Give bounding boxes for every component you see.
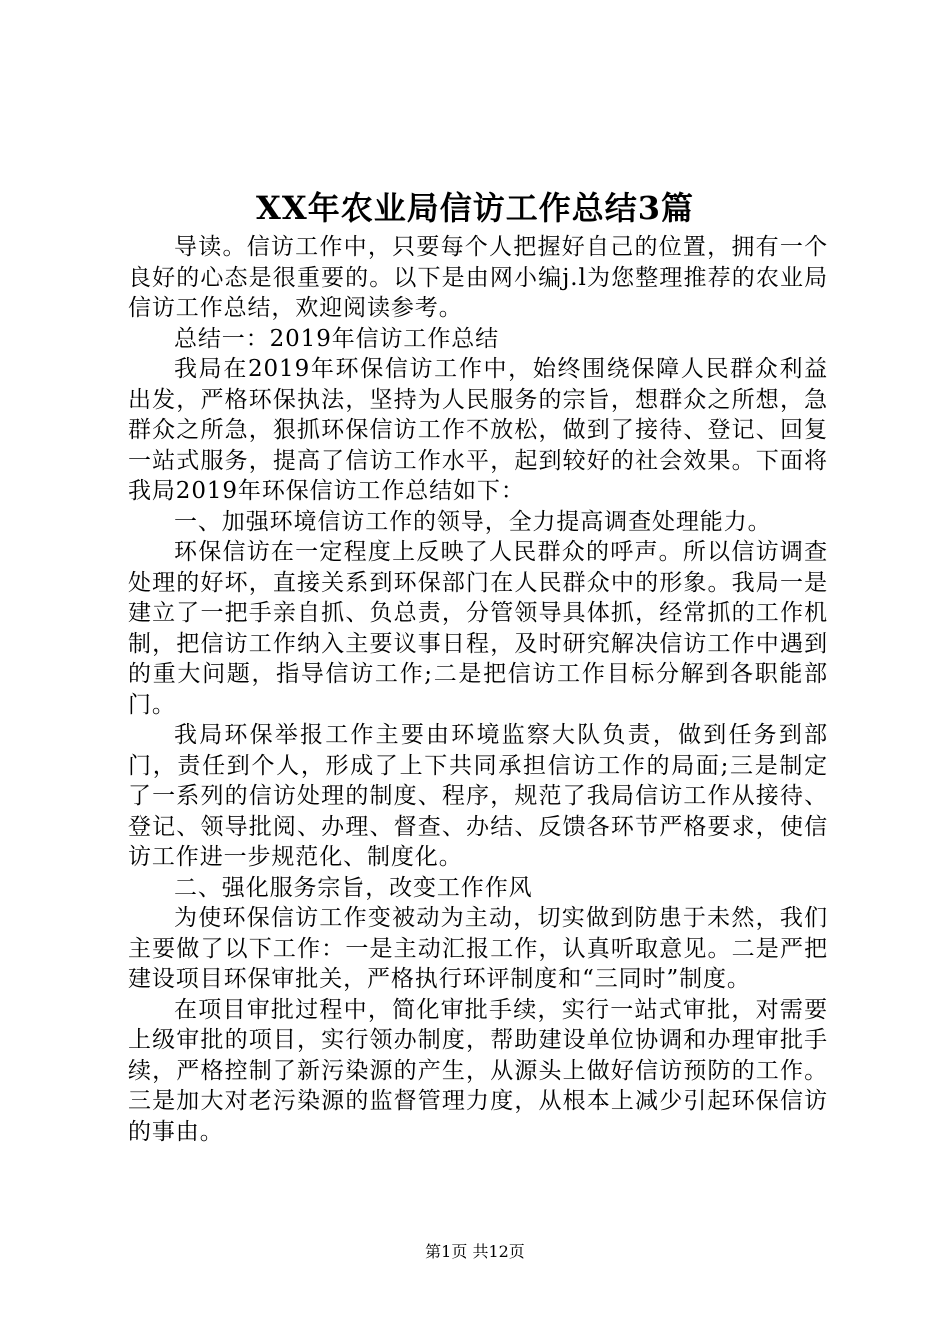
intro-paragraph: 导读。信访工作中，只要每个人把握好自己的位置，拥有一个良好的心态是很重要的。以下是由网小编j.l为您整理推荐的农业局信访工作总结，欢迎阅读参考。 bbox=[128, 234, 828, 321]
body-paragraph: 为使环保信访工作变被动为主动，切实做到防患于未然，我们主要做了以下工作：一是主动汇报工作，认真听取意见。二是严把建设项目环保审批关，严格执行环评制度和“三同时”制度。 bbox=[128, 905, 828, 992]
page-footer: 第1页 共12页 bbox=[425, 1242, 525, 1261]
section-heading-one: 一、加强环境信访工作的领导，全力提高调查处理能力。 bbox=[174, 508, 772, 535]
body-paragraph: 在项目审批过程中，简化审批手续，实行一站式审批，对需要上级审批的项目，实行领办制度，帮助建设单位协调和办理审批手续，严格控制了新污染源的产生，从源头上做好信访预防的工作。三是加大对老污染源的监督管理力度，从根本上减少引起环保信访的事由。 bbox=[128, 996, 828, 1145]
section-heading-summary-one: 总结一：2019年信访工作总结 bbox=[174, 325, 500, 352]
body-paragraph: 我局在2019年环保信访工作中，始终围绕保障人民群众利益出发，严格环保执法，坚持为人民服务的宗旨，想群众之所想，急群众之所急，狠抓环保信访工作不放松，做到了接待、登记、回复一站式服务，提高了信访工作水平，起到较好的社会效果。下面将我局2019年环保信访工作总结如下： bbox=[128, 356, 828, 504]
section-heading-two: 二、强化服务宗旨，改变工作作风 bbox=[174, 874, 533, 901]
document-body bbox=[128, 232, 828, 1147]
body-paragraph: 环保信访在一定程度上反映了人民群众的呼声。所以信访调查处理的好坏，直接关系到环保部门在人民群众中的形象。我局一是建立了一把手亲自抓、负总责，分管领导具体抓，经常抓的工作机制，把信访工作纳入主要议事日程，及时研究解决信访工作中遇到的重大问题，指导信访工作;二是把信访工作目标分解到各职能部门。 bbox=[128, 539, 828, 718]
document-title: XX年农业局信访工作总结3篇 bbox=[256, 189, 694, 227]
body-paragraph: 我局环保举报工作主要由环境监察大队负责，做到任务到部门，责任到个人，形成了上下共同承担信访工作的局面;三是制定了一系列的信访处理的制度、程序，规范了我局信访工作从接待、登记、领导批阅、办理、督查、办结、反馈各环节严格要求，使信访工作进一步规范化、制度化。 bbox=[128, 722, 828, 870]
